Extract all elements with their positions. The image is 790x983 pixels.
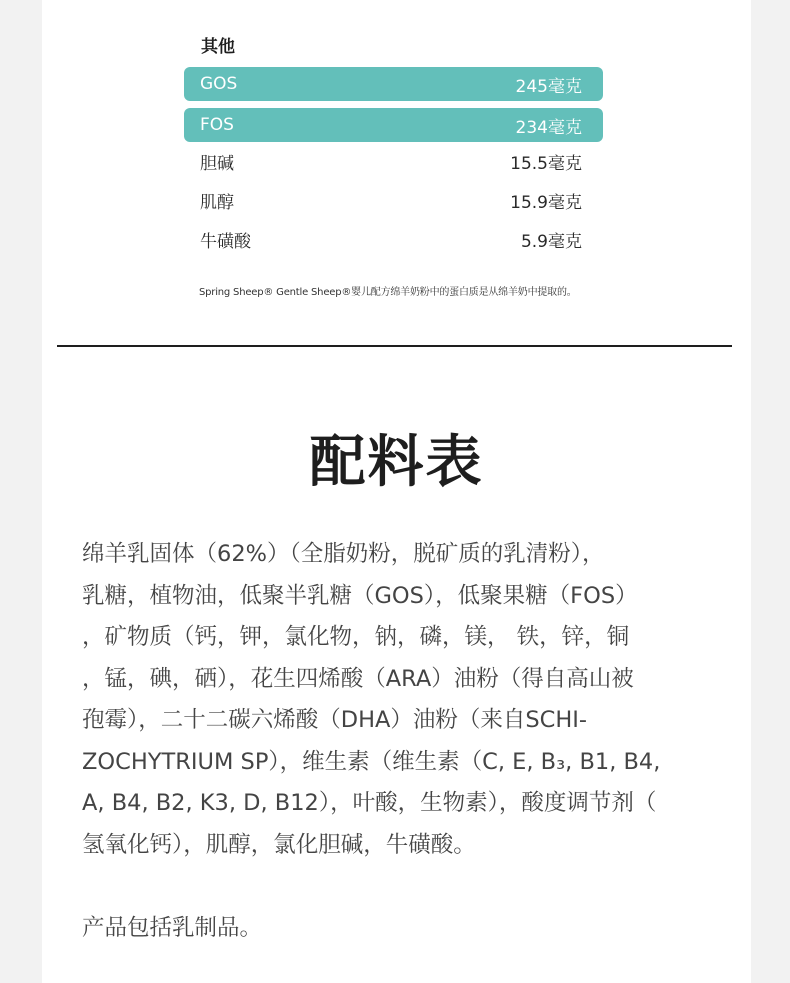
nutrient-row-taurine: [184, 222, 603, 256]
ingredients-list: [82, 534, 712, 866]
nutrient-amount: 15.9毫克: [510, 192, 582, 213]
ingredients-line: 氢氧化钙），肌醇，氯化胆碱，牛磺酸。: [82, 831, 476, 858]
ingredients-line: 绵羊乳固体（62%）（全脂奶粉，脱矿质的乳清粉），: [82, 541, 605, 567]
ingredients-line: ，矿物质（钙，钾，氯化物，钠，磷，镁， 铁，锌，铜: [82, 624, 630, 650]
nutrient-row-gos: [184, 67, 603, 101]
ingredients-line: ，锰，碘，硒），花生四烯酸（ARA）油粉（得自高山被: [82, 665, 634, 692]
nutrient-row-choline: [184, 144, 603, 178]
dairy-allergen-note: 产品包括乳制品。: [82, 915, 263, 941]
nutrient-amount: 245毫克: [515, 76, 582, 97]
nutrient-row-fos: [184, 108, 603, 142]
nutrient-amount: 5.9毫克: [520, 231, 582, 252]
ingredients-line: ZOCHYTRIUM SP），维生素（维生素（C, E, B₃, B1, B4,: [82, 748, 661, 775]
section-divider: [57, 345, 732, 347]
nutrient-amount: 15.5毫克: [510, 153, 582, 174]
nutrient-name: FOS: [200, 115, 234, 135]
nutrient-name: 肌醇: [200, 192, 234, 213]
nutrient-row-inositol: [184, 183, 603, 217]
protein-source-footnote: Spring Sheep® Gentle Sheep®婴儿配方绵羊奶粉中的蛋白质是从绵羊奶中提取的。: [199, 287, 577, 298]
nutrient-name: GOS: [200, 74, 238, 94]
ingredients-line: 乳糖，植物油，低聚半乳糖（GOS），低聚果糖（FOS）: [82, 582, 638, 609]
product-info-page: [42, 0, 751, 983]
nutrient-name: 牛磺酸: [200, 231, 251, 252]
ingredients-line: 孢霉），二十二碳六烯酸（DHA）油粉（来自SCHI-: [82, 707, 588, 733]
nutrient-amount: 234毫克: [515, 117, 582, 138]
ingredients-line: A, B4, B2, K3, D, B12），叶酸，生物素），酸度调节剂（: [82, 790, 657, 816]
nutrient-name: 胆碱: [200, 153, 234, 174]
other-nutrients-heading: 其他: [201, 37, 235, 57]
ingredients-title: 配料表: [309, 430, 484, 495]
